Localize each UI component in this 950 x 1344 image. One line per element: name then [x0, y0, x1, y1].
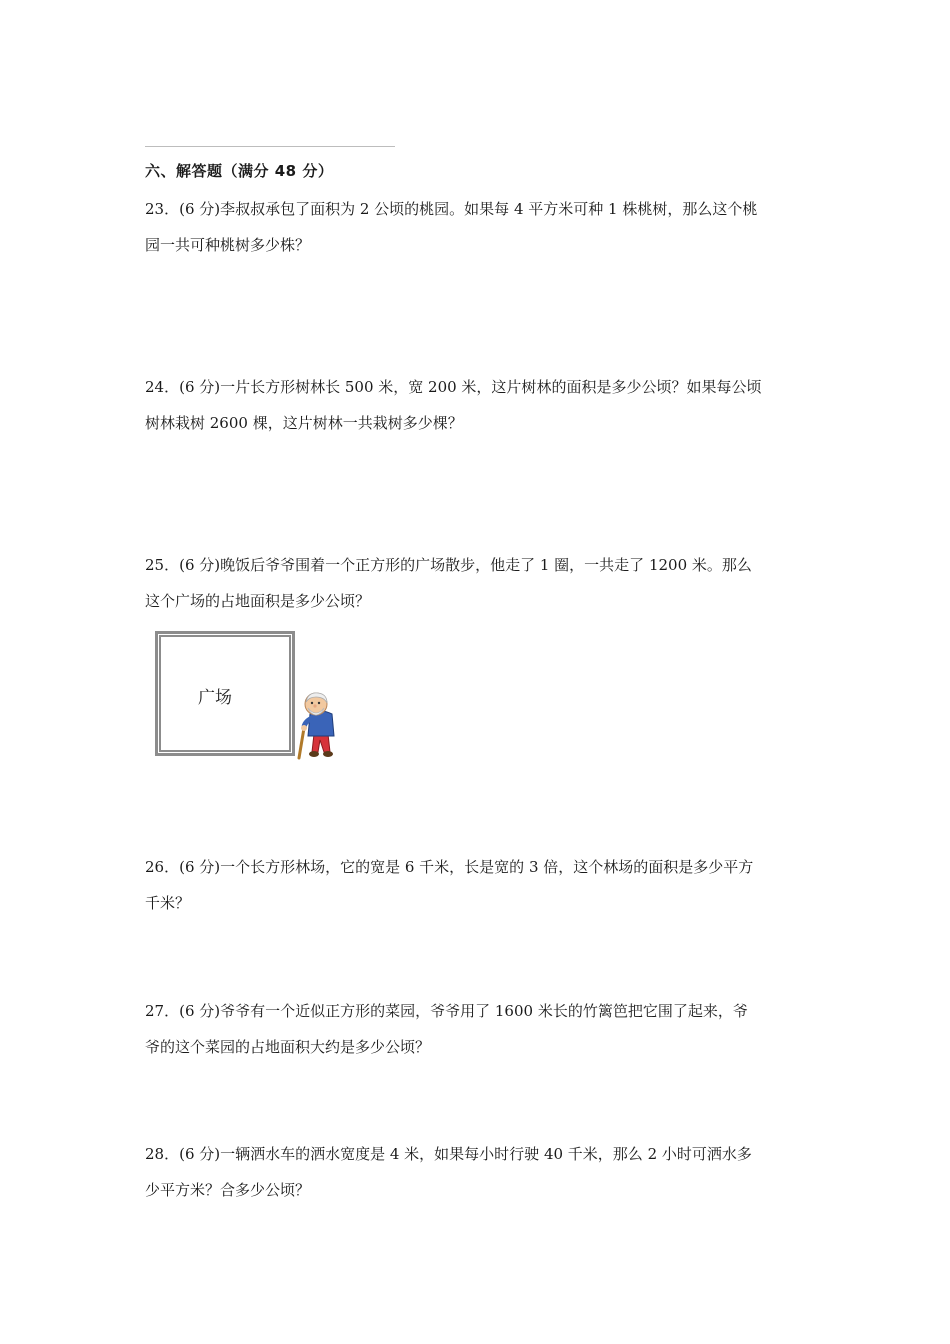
- question-line: 24．(6 分)一片长方形树林长 500 米，宽 200 米，这片树林的面积是多少公顷？如果每公顷: [145, 378, 762, 396]
- question-line: 少平方米？合多少公顷？: [145, 1181, 311, 1199]
- section-title: 六、解答题（满分 48 分）: [145, 162, 334, 180]
- question-line: 28．(6 分)一辆洒水车的洒水宽度是 4 米，如果每小时行驶 40 千米，那么 2 小时可洒水多: [145, 1145, 752, 1163]
- question-line: 26．(6 分)一个长方形林场，它的宽是 6 千米，长是宽的 3 倍，这个林场的面积是多少平方: [145, 858, 754, 876]
- question-27: [145, 993, 810, 1065]
- question-line: 这个广场的占地面积是多少公顷？: [145, 592, 371, 610]
- question-line: 树林栽树 2600 棵，这片树林一共栽树多少棵？: [145, 414, 463, 432]
- question-23: [145, 191, 810, 263]
- question-line: 27．(6 分)爷爷有一个近似正方形的菜园，爷爷用了 1600 米长的竹篱笆把它围了起来，爷: [145, 1002, 748, 1020]
- question-line: 爷的这个菜园的占地面积大约是多少公顷？: [145, 1038, 431, 1056]
- header-divider: [145, 146, 395, 147]
- grandpa-with-cane-icon: [294, 688, 346, 760]
- question-line: 23．(6 分)李叔叔承包了面积为 2 公顷的桃园。如果每 4 平方米可种 1 株桃树，那么这个桃: [145, 200, 758, 218]
- question-28: [145, 1136, 810, 1208]
- question-line: 25．(6 分)晚饭后爷爷围着一个正方形的广场散步，他走了 1 圈，一共走了 1200 米。那么: [145, 556, 752, 574]
- question-line: 园一共可种桃树多少株？: [145, 236, 311, 254]
- question-line: 千米？: [145, 894, 191, 912]
- question-26: [145, 849, 810, 921]
- plaza-label: 广场: [198, 688, 232, 708]
- question-25: [145, 547, 810, 619]
- question-24: [145, 369, 810, 441]
